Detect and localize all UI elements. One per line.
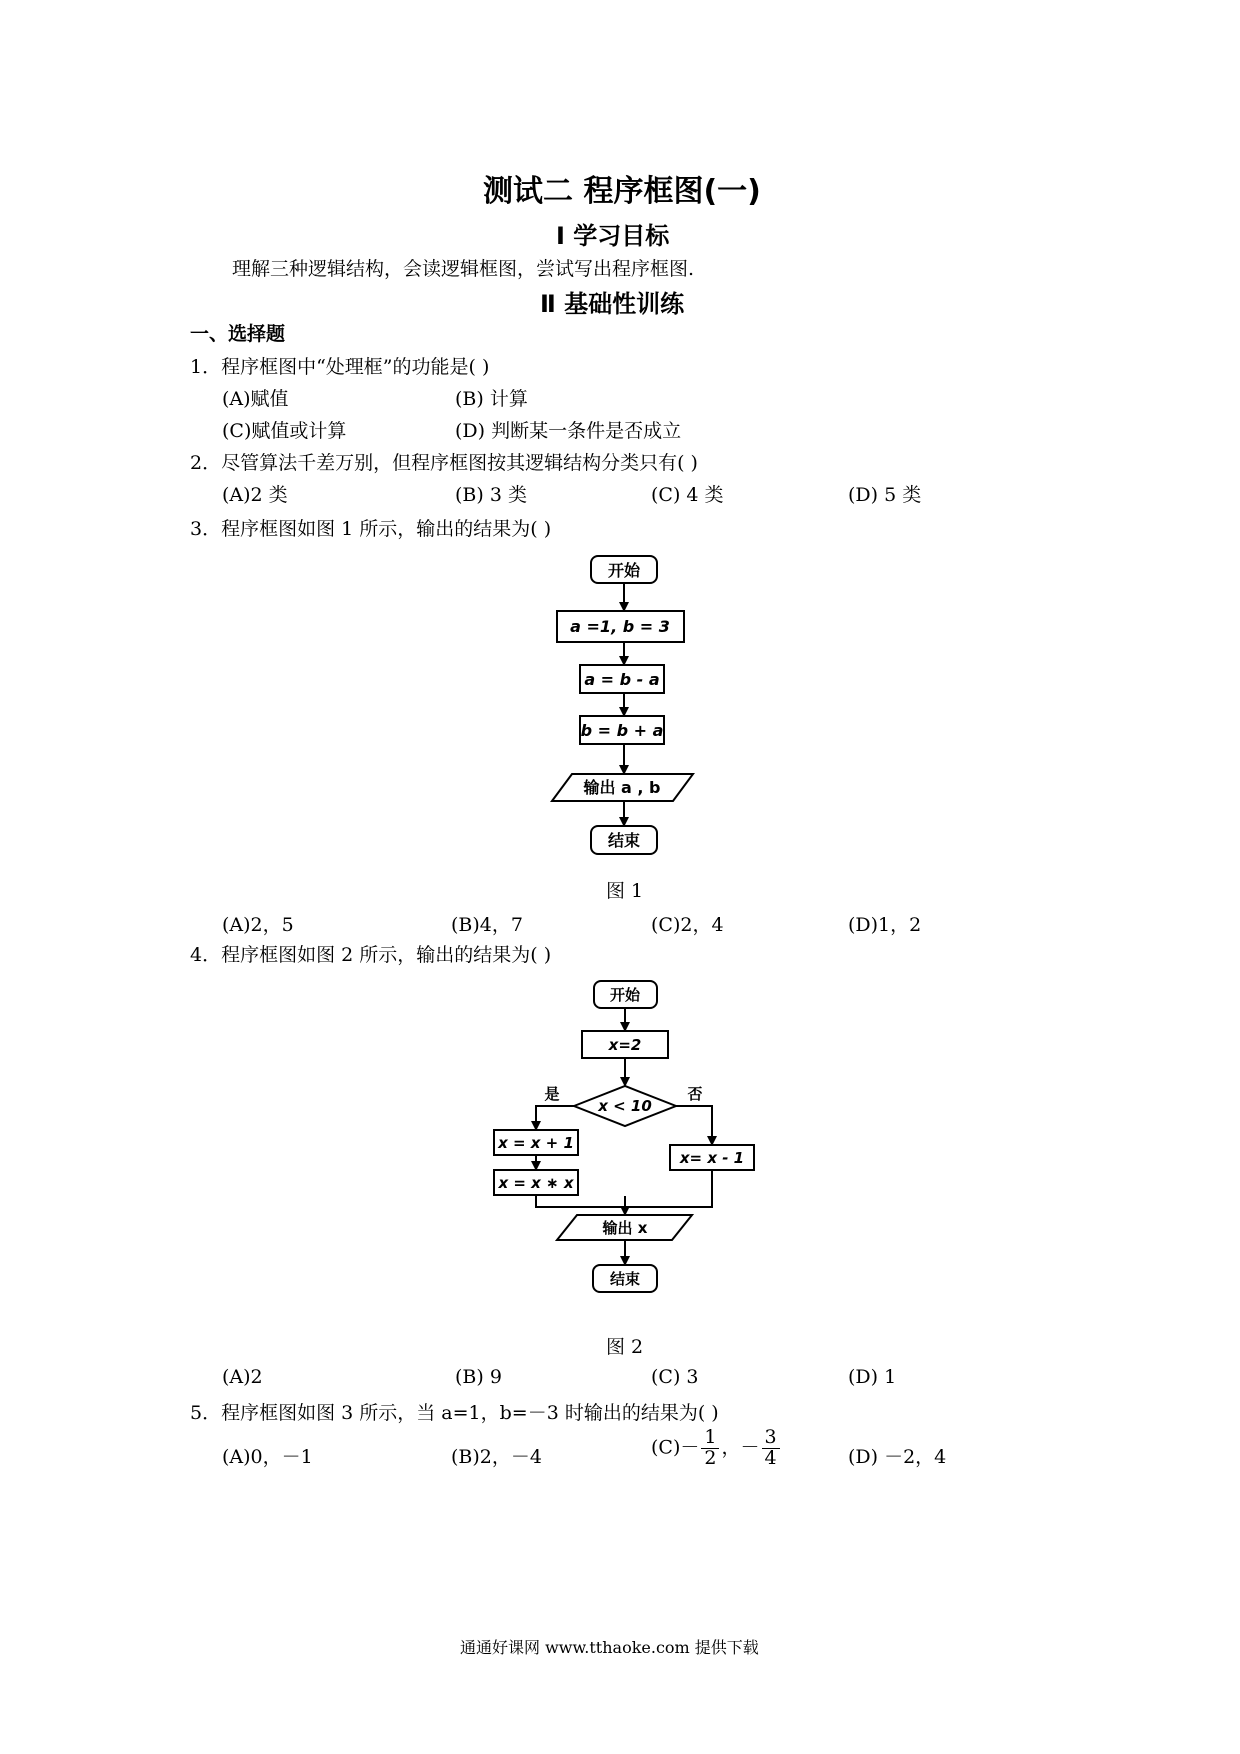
- figure-1-caption: 图 1: [606, 880, 644, 902]
- fig2-output-label: 输出 x: [602, 1219, 648, 1237]
- q5-option-c-fraction-1: [701, 1428, 719, 1469]
- figure-2-caption: 图 2: [606, 1336, 644, 1358]
- section-heading-goals: Ⅰ 学习目标: [556, 222, 670, 250]
- q2-option-a: (A)2 类: [222, 484, 288, 506]
- fig1-output-label: 输出 a , b: [583, 778, 661, 797]
- q2-option-d: (D) 5 类: [848, 484, 922, 506]
- part-one-heading: 一、选择题: [190, 323, 286, 345]
- fraction-denominator: 4: [764, 1446, 777, 1469]
- q1-option-b: (B) 计算: [455, 388, 528, 410]
- q5-option-a: (A)0，－1: [222, 1446, 313, 1468]
- q5-option-b: (B)2，－4: [451, 1446, 542, 1468]
- q1-option-d: (D) 判断某一条件是否成立: [455, 420, 682, 442]
- fraction-numerator: 1: [701, 1428, 719, 1449]
- q5-option-c-minus-1: －: [680, 1436, 700, 1459]
- fig1-step1-label: a = b - a: [584, 670, 660, 689]
- q5-option-c-label: (C): [651, 1436, 681, 1459]
- q1-option-a: (A)赋值: [222, 388, 289, 410]
- fig2-end-label: 结束: [609, 1270, 641, 1288]
- figure-2-flowchart: [480, 975, 760, 1315]
- q5-option-c-fraction-2: [762, 1428, 780, 1469]
- q5-option-c-separator: ，: [721, 1436, 741, 1459]
- q3-option-c: (C)2，4: [651, 914, 724, 936]
- page-footer: 通通好课网 www.tthaoke.com 提供下载: [460, 1638, 759, 1657]
- question-4-stem: 4．程序框图如图 2 所示，输出的结果为( ): [190, 944, 552, 966]
- q5-option-c: [651, 1428, 782, 1469]
- q5-option-d: (D) －2，4: [848, 1446, 947, 1468]
- q2-option-c: (C) 4 类: [651, 484, 724, 506]
- fig2-start-label: 开始: [609, 986, 641, 1004]
- fig2-yes-label: 是: [544, 1085, 560, 1103]
- fig2-yes-step2-label: x = x ∗ x: [498, 1174, 574, 1192]
- fig2-condition-label: x < 10: [598, 1097, 652, 1115]
- q4-option-d: (D) 1: [848, 1366, 897, 1388]
- q1-option-c: (C)赋值或计算: [222, 420, 347, 442]
- fig2-yes-step1-label: x = x + 1: [498, 1134, 574, 1152]
- fig1-step2-label: b = b + a: [580, 721, 664, 740]
- fig2-no-step-label: x= x - 1: [679, 1149, 745, 1167]
- goals-text: 理解三种逻辑结构，会读逻辑框图，尝试写出程序框图.: [232, 258, 695, 280]
- fig2-no-arrow: [676, 1106, 712, 1144]
- page-title: 测试二 程序框图(一): [483, 174, 761, 209]
- fig2-assign-label: x=2: [608, 1036, 642, 1054]
- fig1-assign-label: a =1, b = 3: [570, 617, 670, 636]
- q3-option-a: (A)2，5: [222, 914, 294, 936]
- question-5-stem: 5．程序框图如图 3 所示，当 a=1，b=－3 时输出的结果为( ): [190, 1402, 719, 1424]
- q4-option-a: (A)2: [222, 1366, 263, 1388]
- q4-option-c: (C) 3: [651, 1366, 699, 1388]
- q5-option-c-minus-2: －: [740, 1436, 760, 1459]
- q2-option-b: (B) 3 类: [455, 484, 527, 506]
- question-1-stem: 1．程序框图中“处理框”的功能是( ): [190, 356, 490, 378]
- fraction-numerator: 3: [762, 1428, 780, 1449]
- q3-option-b: (B)4，7: [451, 914, 523, 936]
- fig2-yes-arrow: [536, 1106, 574, 1129]
- fig2-no-label: 否: [687, 1085, 703, 1103]
- fig1-start-label: 开始: [607, 561, 641, 580]
- q4-option-b: (B) 9: [455, 1366, 502, 1388]
- fraction-denominator: 2: [704, 1446, 717, 1469]
- fig1-end-label: 结束: [607, 831, 641, 850]
- question-3-stem: 3．程序框图如图 1 所示，输出的结果为( ): [190, 518, 552, 540]
- figure-1-flowchart: [540, 550, 710, 860]
- question-2-stem: 2．尽管算法千差万别，但程序框图按其逻辑结构分类只有( ): [190, 452, 698, 474]
- section-heading-training: Ⅱ 基础性训练: [540, 290, 685, 318]
- q3-option-d: (D)1，2: [848, 914, 922, 936]
